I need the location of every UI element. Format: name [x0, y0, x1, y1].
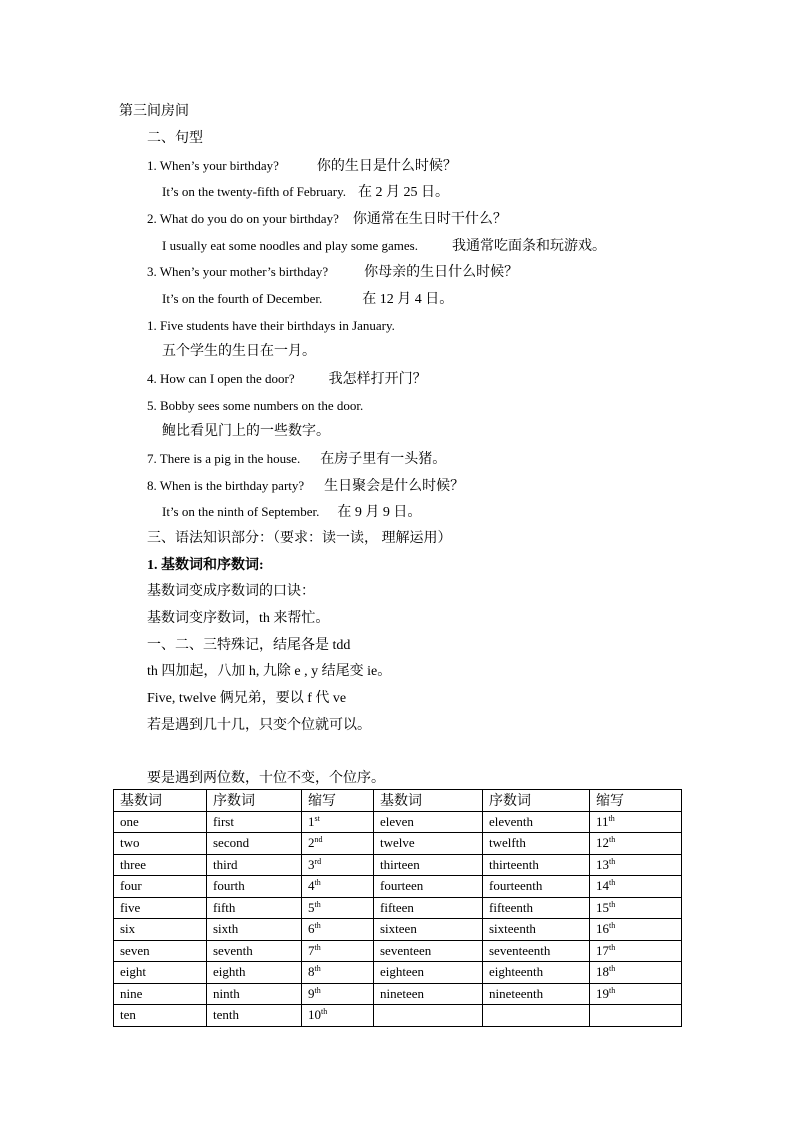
table-row — [114, 876, 682, 898]
sentence-cn: 在 12 月 4 日。 — [362, 292, 454, 307]
abbreviation-number: 3 — [308, 856, 315, 872]
sentence-cn: 你通常在生日时干什么？ — [352, 212, 507, 227]
abbreviation-number: 12 — [596, 835, 609, 851]
abbreviation-number: 15 — [596, 899, 609, 915]
ordinal-cell: fourth — [207, 876, 302, 898]
rhyme-line: Five, twelve 俩兄弟，要以 f 代 ve — [147, 691, 347, 706]
cardinal-cell: twelve — [374, 833, 483, 855]
abbreviation-number: 13 — [596, 856, 609, 872]
abbreviation-cell — [590, 940, 682, 962]
grammar-heading: 三、语法知识部分：（要求：读一读， 理解运用） — [147, 531, 452, 546]
ordinal-cell: fifth — [207, 897, 302, 919]
abbreviation-number: 16 — [596, 921, 609, 937]
ordinal-cell: twelfth — [483, 833, 590, 855]
abbreviation-number: 5 — [308, 899, 315, 915]
sentence-line — [162, 238, 606, 255]
abbreviation-cell — [590, 854, 682, 876]
ordinal-cell: eighth — [207, 962, 302, 984]
table-row — [114, 1005, 682, 1027]
sentence-en: It’s on the twenty-fifth of February. — [162, 184, 346, 199]
ordinal-cell: sixth — [207, 919, 302, 941]
header-abbreviation: 缩写 — [590, 790, 682, 812]
cardinal-cell: seven — [114, 940, 207, 962]
table-row — [114, 962, 682, 984]
abbreviation-suffix: th — [609, 942, 616, 952]
sentence-en: It’s on the fourth of December. — [162, 291, 323, 306]
cardinal-cell: four — [114, 876, 207, 898]
abbreviation-cell — [302, 833, 374, 855]
abbreviation-suffix: th — [609, 835, 616, 845]
ordinal-table — [113, 789, 682, 1027]
abbreviation-cell — [590, 833, 682, 855]
rhyme-line: 基数词变成序数词的口诀： — [147, 584, 315, 599]
sentence-en: 8. When is the birthday party? — [147, 478, 305, 493]
table-row — [114, 919, 682, 941]
sentence-en: It’s on the ninth of September. — [162, 504, 320, 519]
ordinal-cell: ninth — [207, 983, 302, 1005]
abbreviation-number: 14 — [596, 878, 609, 894]
sentence-line — [147, 158, 457, 175]
table-header-row — [114, 790, 682, 812]
abbreviation-number: 19 — [596, 985, 609, 1001]
sentence-en: 5. Bobby sees some numbers on the door. — [147, 398, 364, 413]
cardinal-cell: five — [114, 897, 207, 919]
cardinal-cell: seventeen — [374, 940, 483, 962]
sentence-line — [147, 398, 363, 414]
sentence-en: 1. When’s your birthday? — [147, 158, 279, 173]
table-row — [114, 940, 682, 962]
abbreviation-suffix: th — [609, 878, 616, 888]
cardinal-cell: nine — [114, 983, 207, 1005]
sentence-line — [147, 451, 446, 468]
sentence-en: 7. There is a pig in the house. — [147, 451, 301, 466]
abbreviation-suffix: th — [314, 942, 321, 952]
sentence-cn: 你的生日是什么时候？ — [316, 159, 457, 174]
sentence-cn: 我通常吃面条和玩游戏。 — [451, 239, 606, 254]
sentence-line — [147, 478, 464, 495]
abbreviation-cell — [302, 962, 374, 984]
sentence-cn: 在 9 月 9 日。 — [337, 505, 422, 520]
sentence-line — [162, 424, 330, 440]
ordinal-cell — [483, 1005, 590, 1027]
abbreviation-cell — [302, 876, 374, 898]
sentence-en: I usually eat some noodles and play some games. — [162, 238, 418, 253]
cardinal-cell: two — [114, 833, 207, 855]
ordinal-cell: sixteenth — [483, 919, 590, 941]
header-cardinal: 基数词 — [114, 790, 207, 812]
abbreviation-number: 8 — [308, 964, 315, 980]
ordinal-table-body — [114, 790, 682, 1027]
cardinal-cell: ten — [114, 1005, 207, 1027]
table-row — [114, 854, 682, 876]
abbreviation-number: 18 — [596, 964, 609, 980]
abbreviation-suffix: th — [314, 878, 321, 888]
abbreviation-number: 7 — [308, 942, 315, 958]
abbreviation-cell — [302, 811, 374, 833]
abbreviation-suffix: th — [609, 921, 616, 931]
sentence-en: 4. How can I open the door? — [147, 371, 295, 386]
cardinal-cell: sixteen — [374, 919, 483, 941]
cardinal-cell: fourteen — [374, 876, 483, 898]
abbreviation-suffix: th — [321, 1007, 328, 1017]
abbreviation-cell — [590, 919, 682, 941]
abbreviation-cell — [590, 811, 682, 833]
abbreviation-cell — [302, 1005, 374, 1027]
sentence-line — [162, 184, 449, 201]
cardinal-cell: nineteen — [374, 983, 483, 1005]
cardinal-cell — [374, 1005, 483, 1027]
rhyme-line: th 四加起，八加 h, 九除 e , y 结尾变 ie。 — [147, 664, 392, 679]
cardinal-cell: one — [114, 811, 207, 833]
grammar-subheading: 1. 基数词和序数词: — [147, 558, 264, 573]
abbreviation-suffix: th — [609, 985, 616, 995]
cardinal-cell: fifteen — [374, 897, 483, 919]
abbreviation-suffix: rd — [314, 856, 322, 866]
sentence-line — [162, 504, 421, 521]
header-abbreviation: 缩写 — [302, 790, 374, 812]
abbreviation-number: 1 — [308, 813, 315, 829]
sentence-cn: 五个学生的生日在一月。 — [162, 344, 316, 359]
abbreviation-suffix: th — [314, 985, 321, 995]
abbreviation-suffix: th — [314, 964, 321, 974]
abbreviation-cell — [302, 919, 374, 941]
abbreviation-suffix: th — [608, 813, 615, 823]
ordinal-cell: nineteenth — [483, 983, 590, 1005]
ordinal-cell: eleventh — [483, 811, 590, 833]
sentence-en: 1. Five students have their birthdays in January. — [147, 318, 395, 333]
abbreviation-cell — [302, 983, 374, 1005]
abbreviation-cell — [302, 854, 374, 876]
ordinal-cell: seventeenth — [483, 940, 590, 962]
sentence-en: 3. When’s your mother’s birthday? — [147, 264, 329, 279]
abbreviation-cell — [590, 983, 682, 1005]
cardinal-cell: eighteen — [374, 962, 483, 984]
header-ordinal: 序数词 — [207, 790, 302, 812]
ordinal-cell: second — [207, 833, 302, 855]
table-row — [114, 983, 682, 1005]
cardinal-cell: eight — [114, 962, 207, 984]
abbreviation-suffix: th — [314, 899, 321, 909]
section-sentences-heading: 二、句型 — [147, 131, 203, 146]
sentence-cn: 在 2 月 25 日。 — [358, 185, 449, 200]
sentence-cn: 鲍比看见门上的一些数字。 — [162, 424, 330, 439]
rhyme-note: 要是遇到两位数，十位不变，个位序。 — [147, 771, 385, 786]
sentence-cn: 在房子里有一头猪。 — [320, 452, 447, 467]
header-ordinal: 序数词 — [483, 790, 590, 812]
ordinal-cell: third — [207, 854, 302, 876]
ordinal-cell: first — [207, 811, 302, 833]
ordinal-cell: eighteenth — [483, 962, 590, 984]
sentence-en: 2. What do you do on your birthday? — [147, 211, 339, 226]
abbreviation-suffix: th — [314, 921, 321, 931]
abbreviation-cell — [590, 897, 682, 919]
table-row — [114, 811, 682, 833]
section-room-title: 第三间房间 — [119, 104, 189, 119]
sentence-line — [147, 264, 518, 281]
abbreviation-suffix: nd — [314, 835, 323, 845]
sentence-line — [162, 291, 453, 308]
abbreviation-cell — [590, 962, 682, 984]
abbreviation-number: 6 — [308, 921, 315, 937]
abbreviation-suffix: th — [609, 856, 616, 866]
rhyme-line: 一、二、三特殊记，结尾各是 tdd — [147, 638, 351, 653]
abbreviation-cell — [590, 876, 682, 898]
sentence-line — [162, 344, 316, 360]
ordinal-cell: fourteenth — [483, 876, 590, 898]
abbreviation-suffix: th — [609, 964, 616, 974]
ordinal-cell: seventh — [207, 940, 302, 962]
cardinal-cell: six — [114, 919, 207, 941]
abbreviation-suffix: th — [609, 899, 616, 909]
sentence-line — [147, 371, 427, 388]
sentence-cn: 生日聚会是什么时候？ — [324, 479, 465, 494]
abbreviation-number: 17 — [596, 942, 609, 958]
sentence-line — [147, 211, 507, 228]
sentence-cn: 你母亲的生日什么时候？ — [364, 265, 519, 280]
cardinal-cell: eleven — [374, 811, 483, 833]
abbreviation-cell — [302, 940, 374, 962]
ordinal-cell: fifteenth — [483, 897, 590, 919]
ordinal-cell: tenth — [207, 1005, 302, 1027]
rhyme-line: 基数词变序数词，th 来帮忙。 — [147, 611, 330, 626]
abbreviation-number: 10 — [308, 1007, 321, 1023]
header-cardinal: 基数词 — [374, 790, 483, 812]
rhyme-line: 若是遇到几十几，只变个位就可以。 — [147, 718, 371, 733]
abbreviation-suffix: st — [314, 813, 320, 823]
table-row — [114, 833, 682, 855]
abbreviation-number: 11 — [596, 813, 609, 829]
abbreviation-number: 4 — [308, 878, 315, 894]
table-row — [114, 897, 682, 919]
cardinal-cell: thirteen — [374, 854, 483, 876]
abbreviation-cell — [590, 1005, 682, 1027]
ordinal-cell: thirteenth — [483, 854, 590, 876]
abbreviation-cell — [302, 897, 374, 919]
abbreviation-number: 2 — [308, 835, 315, 851]
sentence-cn: 我怎样打开门？ — [328, 372, 427, 387]
sentence-line — [147, 318, 395, 334]
abbreviation-number: 9 — [308, 985, 315, 1001]
cardinal-cell: three — [114, 854, 207, 876]
